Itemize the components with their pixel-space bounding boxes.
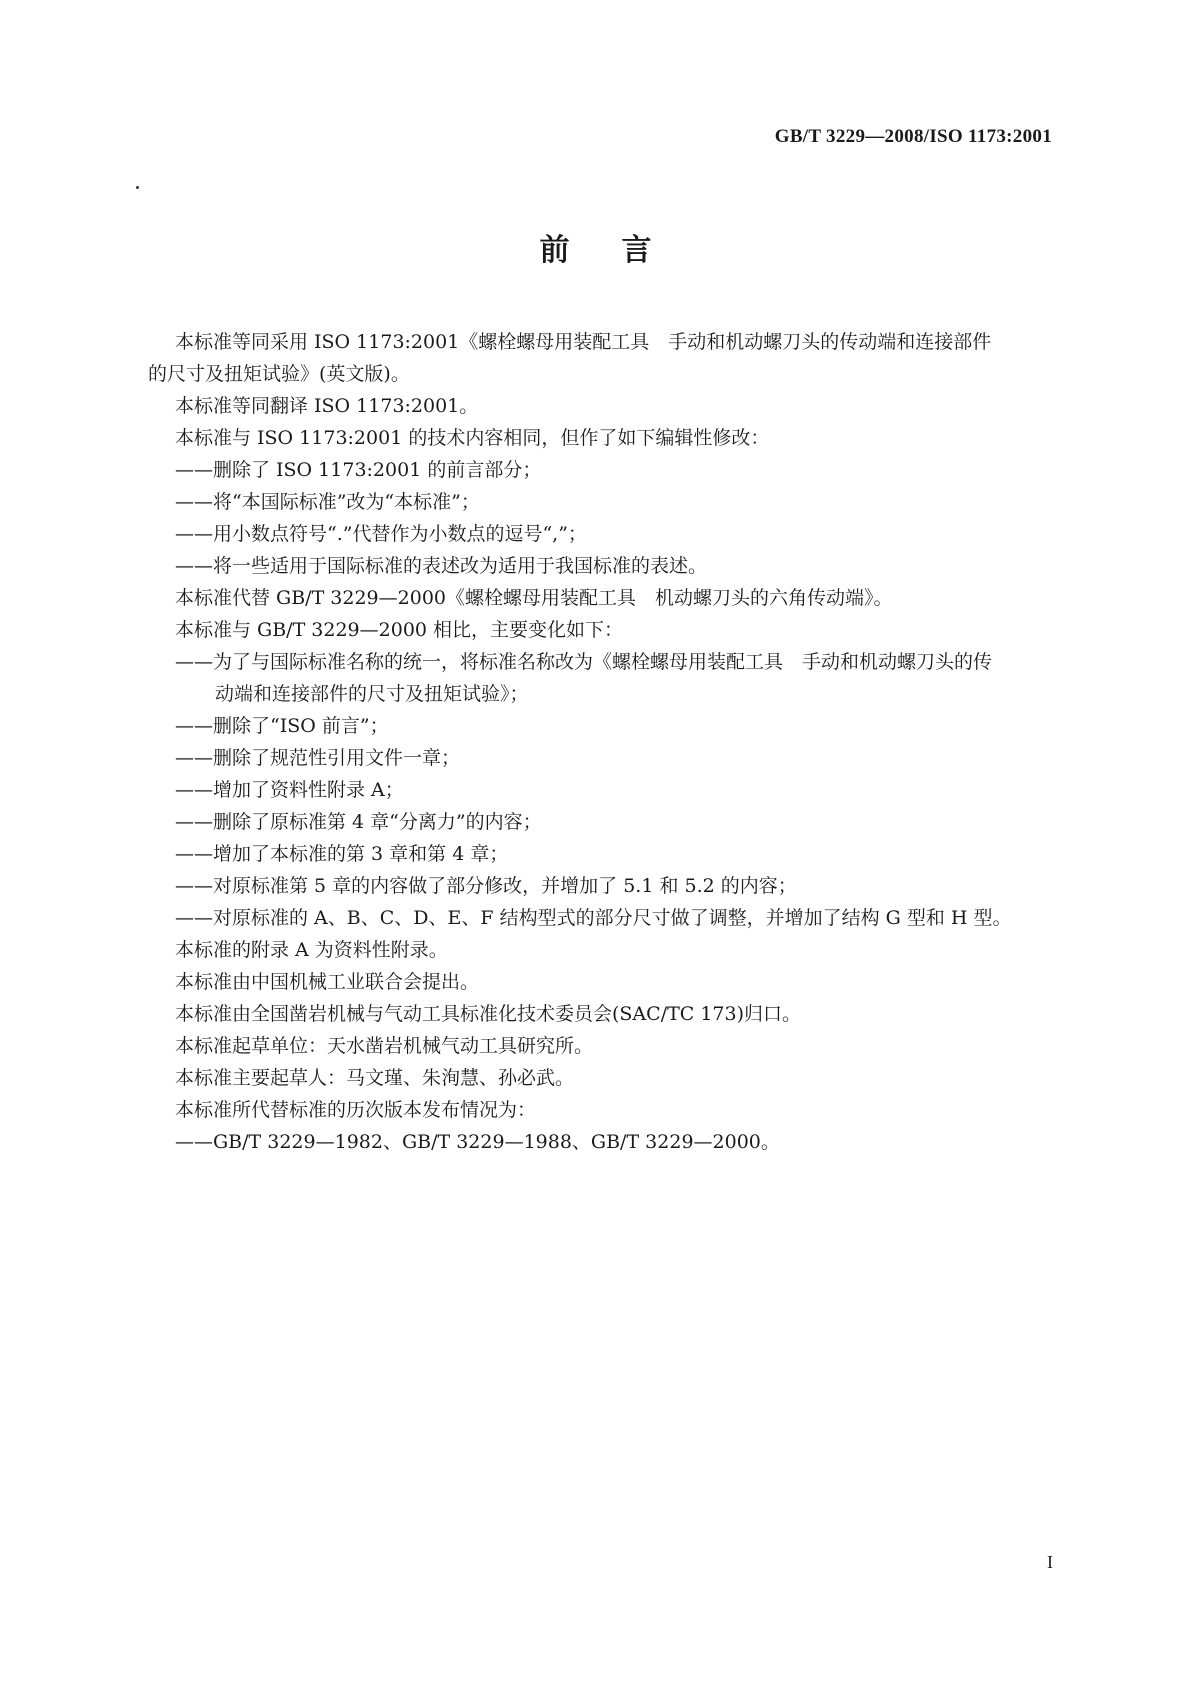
list-item: ——增加了本标准的第 3 章和第 4 章； xyxy=(175,843,509,865)
list-item: ——将一些适用于国际标准的表述改为适用于我国标准的表述。 xyxy=(175,555,708,577)
list-item: ——删除了“ISO 前言”； xyxy=(175,715,389,737)
paragraph-line: 本标准代替 GB/T 3229—2000《螺栓螺母用装配工具 机动螺刀头的六角传动端》。 xyxy=(175,587,893,609)
list-item: ——对原标准的 A、B、C、D、E、F 结构型式的部分尺寸做了调整，并增加了结构 G 型和 H 型。 xyxy=(175,907,1012,929)
list-item: ——将“本国际标准”改为“本标准”； xyxy=(175,491,480,513)
list-item: ——删除了规范性引用文件一章； xyxy=(175,747,461,769)
page-number: I xyxy=(1047,1552,1053,1572)
paragraph-line: 本标准的附录 A 为资料性附录。 xyxy=(175,939,448,961)
standard-code-header: GB/T 3229—2008/ISO 1173:2001 xyxy=(774,126,1052,147)
list-item: ——为了与国际标准名称的统一，将标准名称改为《螺栓螺母用装配工具 手动和机动螺刀头的传 xyxy=(175,651,993,673)
paragraph-line: 本标准起草单位：天水凿岩机械气动工具研究所。 xyxy=(175,1035,594,1057)
paragraph-line: 本标准由中国机械工业联合会提出。 xyxy=(175,971,480,993)
list-item: ——删除了 ISO 1173:2001 的前言部分； xyxy=(175,459,542,481)
paragraph-line: 本标准主要起草人：马文瑾、朱洵慧、孙必武。 xyxy=(175,1067,575,1089)
foreword-body xyxy=(148,326,1060,1158)
list-item: ——用小数点符号“.”代替作为小数点的逗号“,”； xyxy=(175,523,587,545)
paragraph-line: 本标准与 ISO 1173:2001 的技术内容相同，但作了如下编辑性修改： xyxy=(175,427,770,449)
paragraph-line: 的尺寸及扭矩试验》(英文版)。 xyxy=(148,363,410,385)
list-item: ——增加了资料性附录 A； xyxy=(175,779,404,801)
dot-mark xyxy=(136,186,139,189)
paragraph-line: 本标准等同翻译 ISO 1173:2001。 xyxy=(175,395,479,417)
list-item: ——GB/T 3229—1982、GB/T 3229—1988、GB/T 3229—2000。 xyxy=(175,1131,780,1153)
page-title: 前言 xyxy=(539,233,704,268)
paragraph-line: 本标准所代替标准的历次版本发布情况为： xyxy=(175,1099,537,1121)
paragraph-line: 本标准等同采用 ISO 1173:2001《螺栓螺母用装配工具 手动和机动螺刀头的传动端和连接部件 xyxy=(175,331,992,353)
list-item: ——删除了原标准第 4 章“分离力”的内容； xyxy=(175,811,542,833)
list-item: ——对原标准第 5 章的内容做了部分修改，并增加了 5.1 和 5.2 的内容； xyxy=(175,875,797,897)
paragraph-line: 本标准与 GB/T 3229—2000 相比，主要变化如下： xyxy=(175,619,624,641)
paragraph-line: 本标准由全国凿岩机械与气动工具标准化技术委员会(SAC/TC 173)归口。 xyxy=(175,1003,802,1025)
list-item-continuation: 动端和连接部件的尺寸及扭矩试验》； xyxy=(215,683,529,705)
